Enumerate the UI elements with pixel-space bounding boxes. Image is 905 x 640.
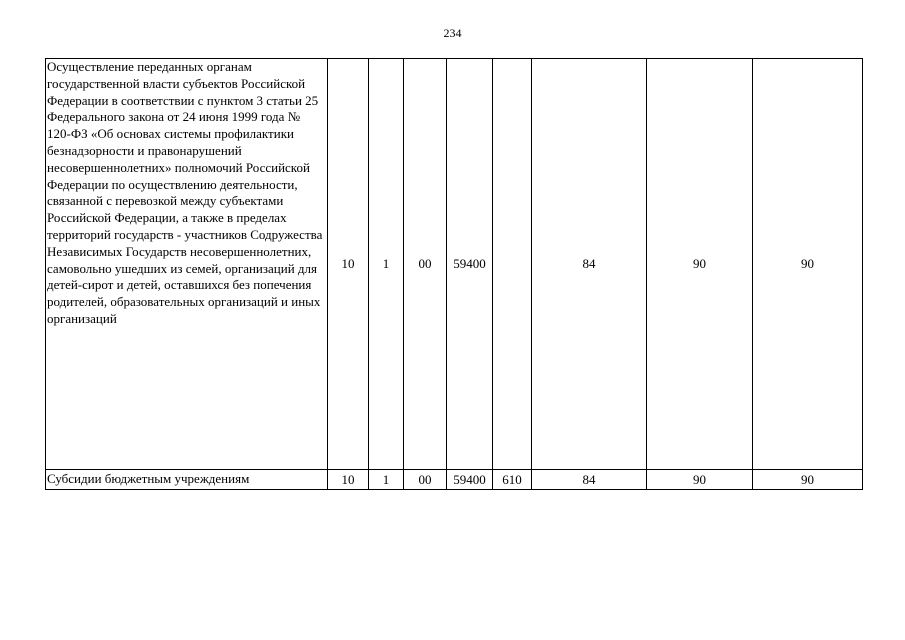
row-description-cell: Субсидии бюджетным учреждениям (46, 470, 328, 490)
target-program-code-cell: 00 (404, 470, 447, 490)
table-row (46, 59, 863, 470)
row-description-cell: Осуществление переданных органам государственной власти субъектов Российской Федерации в соответствии с пунктом 3 статьи 25 Федерального закона от 24 июня 1999 года № 120-ФЗ «Об основах системы профилактики безнадзорности и правонарушений несовершеннолетних» полномочий Российской Федерации по осуществлению деятельности, связанной с перевозкой между субъектами Российской Федерации, а также в пределах территорий государств - участников Содружества Независимых Государств несовершеннолетних, самовольно ушедших из семей, организаций для детей-сирот и детей, оставшихся без попечения родителей, образовательных организаций и иных организаций (46, 59, 328, 470)
expense-type-code-cell (493, 59, 532, 470)
amount-year-2-cell: 90 (647, 59, 753, 470)
amount-year-3-cell: 90 (753, 470, 863, 490)
amount-year-1-cell: 84 (532, 470, 647, 490)
table-row (46, 470, 863, 490)
subsection-code-cell: 1 (369, 470, 404, 490)
amount-year-1-cell: 84 (532, 59, 647, 470)
amount-year-3-cell: 90 (753, 59, 863, 470)
budget-table (45, 58, 863, 490)
target-article-code-cell: 59400 (447, 59, 493, 470)
section-code-cell: 10 (328, 470, 369, 490)
target-program-code-cell: 00 (404, 59, 447, 470)
target-article-code-cell: 59400 (447, 470, 493, 490)
amount-year-2-cell: 90 (647, 470, 753, 490)
section-code-cell: 10 (328, 59, 369, 470)
page-number: 234 (443, 26, 462, 40)
expense-type-code-cell: 610 (493, 470, 532, 490)
subsection-code-cell: 1 (369, 59, 404, 470)
